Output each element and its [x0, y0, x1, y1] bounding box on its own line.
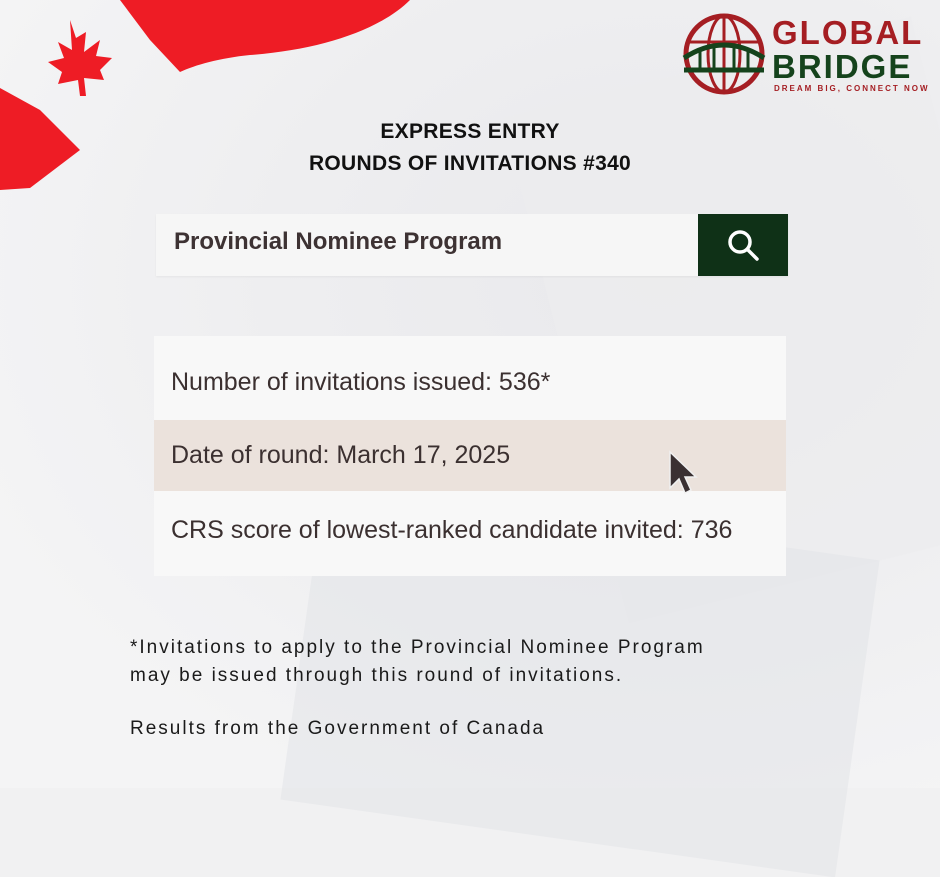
logo-word-bridge: BRIDGE	[772, 48, 913, 85]
result-date: Date of round: March 17, 2025	[154, 420, 786, 491]
source-credit: Results from the Government of Canada	[130, 718, 546, 739]
footnote-line-2: may be issued through this round of invitations.	[130, 665, 624, 686]
page-title: EXPRESS ENTRY	[380, 120, 560, 143]
page-subtitle: ROUNDS OF INVITATIONS #340	[308, 152, 632, 175]
globe-bridge-icon	[680, 12, 768, 96]
logo-tagline: DREAM BIG, CONNECT NOW	[774, 84, 930, 93]
search-bar[interactable]	[156, 214, 788, 276]
result-invitations: Number of invitations issued: 536*	[171, 368, 551, 396]
result-crs-score: CRS score of lowest-ranked candidate invited: 736	[171, 516, 733, 544]
footnote	[130, 634, 850, 690]
logo-word-global: GLOBAL	[772, 14, 924, 51]
search-input[interactable]: Provincial Nominee Program	[174, 228, 503, 255]
company-logo	[680, 10, 930, 98]
search-button[interactable]	[698, 214, 788, 276]
search-icon	[726, 228, 760, 262]
footnote-line-1: *Invitations to apply to the Provincial Nominee Program	[130, 637, 705, 658]
mouse-pointer-icon	[668, 450, 698, 496]
